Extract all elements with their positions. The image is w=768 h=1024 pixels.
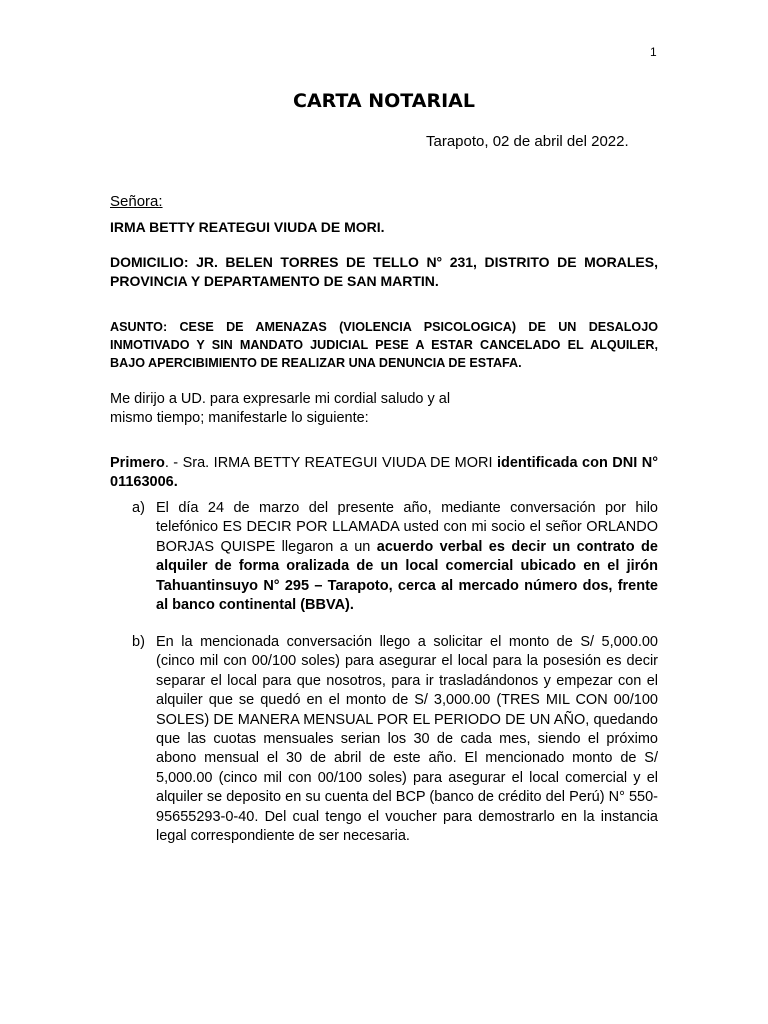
list-item-b-text-part1: En la mencionada conversación llego a solicitar el monto de S/ 5,000.00 (cinco mil con 00/100 soles) para asegurar el local para la posesión es decir separar el local para que nosotros, para ir trasladándonos y empezar con el alquiler que se quedó en el monto de S/ 3,000.00 (TRES MIL CON 00/100 SOLES) DE MANERA MENSUAL POR EL PERIODO DE UN AÑO	[156, 634, 658, 728]
letter-date: Tarapoto, 02 de abril del 2022.	[426, 133, 629, 150]
list-item-a-text	[156, 499, 658, 615]
section-primero-id: identificada con DNI N° 01163006.	[110, 455, 658, 490]
intro-line-1: Me dirijo a UD. para expresarle mi cordial saludo y al	[110, 391, 451, 407]
list-item-b	[132, 633, 658, 846]
recipient-name: IRMA BETTY REATEGUI VIUDA DE MORI.	[110, 219, 385, 235]
section-primero-label: Primero	[110, 455, 165, 471]
section-primero-text: . - Sra. IRMA BETTY REATEGUI VIUDA DE MORI	[164, 455, 497, 471]
list-item-a-text-regular: El día 24 de marzo del presente año, mediante conversación por hilo telefónico ES DECIR POR LLAMADA usted con mi socio el señor ORLANDO BORJAS QUISPE llegaron a un	[156, 500, 658, 555]
list-marker-a: a)	[132, 500, 145, 516]
list-item-b-text	[156, 633, 658, 846]
list-marker-b: b)	[132, 634, 145, 650]
recipient-address: DOMICILIO: JR. BELEN TORRES DE TELLO N° 231, DISTRITO DE MORALES, PROVINCIA Y DEPARTAMENTO DE SAN MARTIN.	[110, 254, 658, 289]
list-item-a	[132, 499, 658, 615]
list-item-b-text-part2: , quedando que las cuotas mensuales serian los 30 de cada mes, siendo el próximo abono mensual el 30 de abril de este año. El mencionado monto de S/ 5,000.00 (cinco mil con 00/100 soles) para asegurar el local comercial y el alquiler se deposito en su cuenta del BCP (banco de crédito del Perú) N° 550-95655293-0-40. Del cual tengo el voucher para demostrarlo en la instancia legal correspondiente de ser necesaria.	[156, 711, 658, 845]
document-title: CARTA NOTARIAL	[293, 90, 475, 112]
list-item-a-text-bold: acuerdo verbal es decir un contrato de alquiler de forma oralizada de un local comercial ubicado en el jirón Tahuantinsuyo N° 295 – Tarapoto, cerca al mercado número dos, frente al banco continental (BBVA).	[156, 538, 658, 614]
page-number: 1	[650, 45, 657, 59]
intro-line-2: mismo tiempo; manifestarle lo siguiente:	[110, 410, 369, 426]
salutation: Señora:	[110, 193, 163, 210]
letter-subject: ASUNTO: CESE DE AMENAZAS (VIOLENCIA PSICOLOGICA) DE UN DESALOJO INMOTIVADO Y SIN MANDATO JUDICIAL PESE A ESTAR CANCELADO EL ALQUILER, BAJO APERCIBIMIENTO DE REALIZAR UNA DENUNCIA DE ESTAFA.	[110, 320, 658, 370]
section-primero	[110, 454, 658, 492]
intro-paragraph	[110, 390, 470, 428]
